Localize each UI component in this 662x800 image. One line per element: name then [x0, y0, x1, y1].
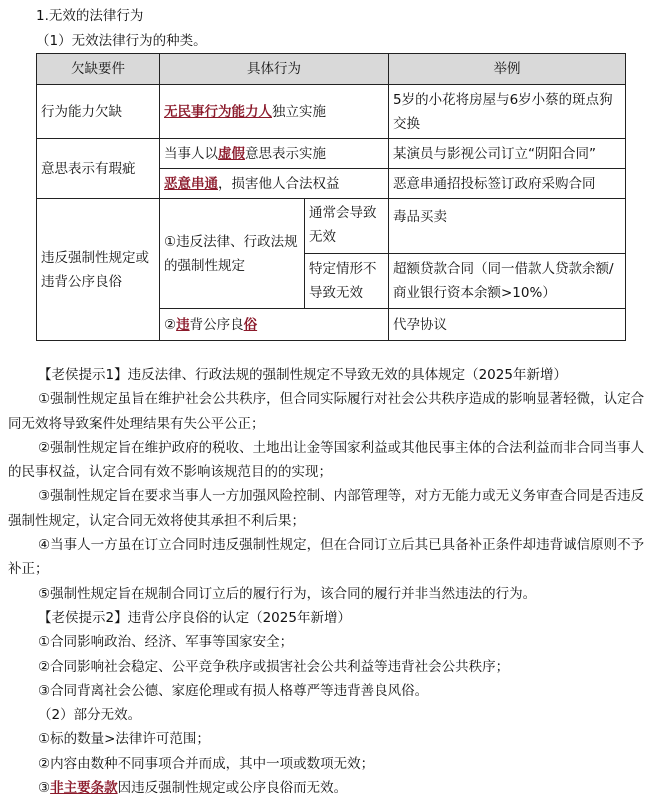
sub-cell: 特定情形不导致无效: [305, 254, 389, 309]
highlight-term: 无民事行为能力人: [164, 103, 272, 120]
act-text: ，损害他人合法权益: [218, 175, 340, 192]
header-cell: 举例: [389, 54, 626, 85]
highlight-term: 俗: [243, 316, 258, 333]
tip2-item: ③合同背离社会公德、家庭伦理或有损人格尊严等违背善良风俗。: [38, 682, 429, 699]
highlight-term: 违: [176, 316, 190, 333]
partial-item: ②内容由数种不同事项合并而成，其中一项或数项无效；: [38, 755, 375, 772]
req-cell: 意思表示有瑕疵: [37, 139, 160, 199]
table-row: [37, 85, 626, 139]
act-text: 意思表示实施: [245, 145, 326, 162]
act-text: ②: [164, 316, 177, 333]
highlight-term: 虚假: [218, 145, 245, 162]
header-cell: 欠缺要件: [37, 54, 160, 85]
item-number: ③: [38, 780, 51, 797]
act-cell: ①违反法律、行政法规的强制性规定: [160, 199, 305, 309]
sub-cell: 通常会导致无效: [305, 199, 389, 254]
tip2-item: ②合同影响社会稳定、公平竞争秩序或损害社会公共利益等违背社会公共秩序；: [38, 658, 510, 675]
act-text: 背公序良: [189, 316, 244, 333]
partial-item: [8, 776, 654, 800]
example-cell: 代孕协议: [389, 309, 626, 341]
example-cell: 恶意串通招投标签订政府采购合同: [389, 169, 626, 199]
highlight-term: 恶意串通: [164, 175, 218, 192]
tip1-item: ⑤强制性规定旨在规制合同订立后的履行行为，该合同的履行并非当然违法的行为。: [38, 585, 537, 602]
example-cell: 毒品买卖: [389, 199, 626, 254]
section-heading: 1.无效的法律行为: [36, 8, 144, 24]
act-text: 当事人以: [164, 145, 218, 162]
table-row: [37, 139, 626, 169]
highlight-term: 非主要条款: [50, 780, 118, 797]
act-cell: [160, 169, 389, 199]
partial-item: ①标的数量>法律许可范围；: [38, 731, 210, 748]
partial-title: （2）部分无效。: [38, 707, 142, 724]
act-cell: [160, 309, 389, 341]
act-cell: [160, 85, 389, 139]
item-text: 因违反强制性规定或公序良俗而无效。: [117, 780, 348, 797]
example-cell: 超额贷款合同（同一借款人贷款余额/商业银行资本余额>10%）: [389, 254, 626, 309]
notes-body: [8, 363, 654, 800]
example-cell: 某演员与影视公司订立“阴阳合同”: [389, 139, 626, 169]
table-header-row: [37, 54, 626, 85]
req-cell: 行为能力欠缺: [37, 85, 160, 139]
tip2-item: ①合同影响政治、经济、军事等国家安全；: [38, 634, 294, 651]
tip1-item: ④当事人一方虽在订立合同时违反强制性规定，但在合同订立后其已具备补正条件却违背诚信原则不予补正；: [8, 537, 645, 578]
subheading-types: （1）无效法律行为的种类。: [36, 33, 207, 49]
tip1-item: ②强制性规定旨在维护政府的税收、土地出让金等国家利益或其他民事主体的合法利益而非合同当事人的民事权益，认定合同有效不影响该规范目的的实现；: [8, 439, 645, 481]
tip1-item: ①强制性规定虽旨在维护社会公共秩序，但合同实际履行对社会公共秩序造成的影响显著轻微，认定合同无效将导致案件处理结果有失公平公正；: [8, 391, 645, 432]
table-row: [37, 199, 626, 254]
req-cell: 违反强制性规定或违背公序良俗: [37, 199, 160, 341]
example-cell: 5岁的小花将房屋与6岁小蔡的斑点狗交换: [389, 85, 626, 139]
header-cell: 具体行为: [160, 54, 389, 85]
tip1-item: ③强制性规定旨在要求当事人一方加强风险控制、内部管理等，对方无能力或无义务审查合同是否违反强制性规定，认定合同无效将使其承担不利后果；: [8, 488, 645, 529]
tip2-title: 【老侯提示2】违背公序良俗的认定（2025年新增）: [38, 609, 351, 626]
invalid-acts-table: [36, 53, 626, 341]
act-text: 独立实施: [272, 103, 326, 120]
tip1-title: 【老侯提示1】违反法律、行政法规的强制性规定不导致无效的具体规定（2025年新增）: [38, 367, 567, 383]
act-cell: [160, 139, 389, 169]
